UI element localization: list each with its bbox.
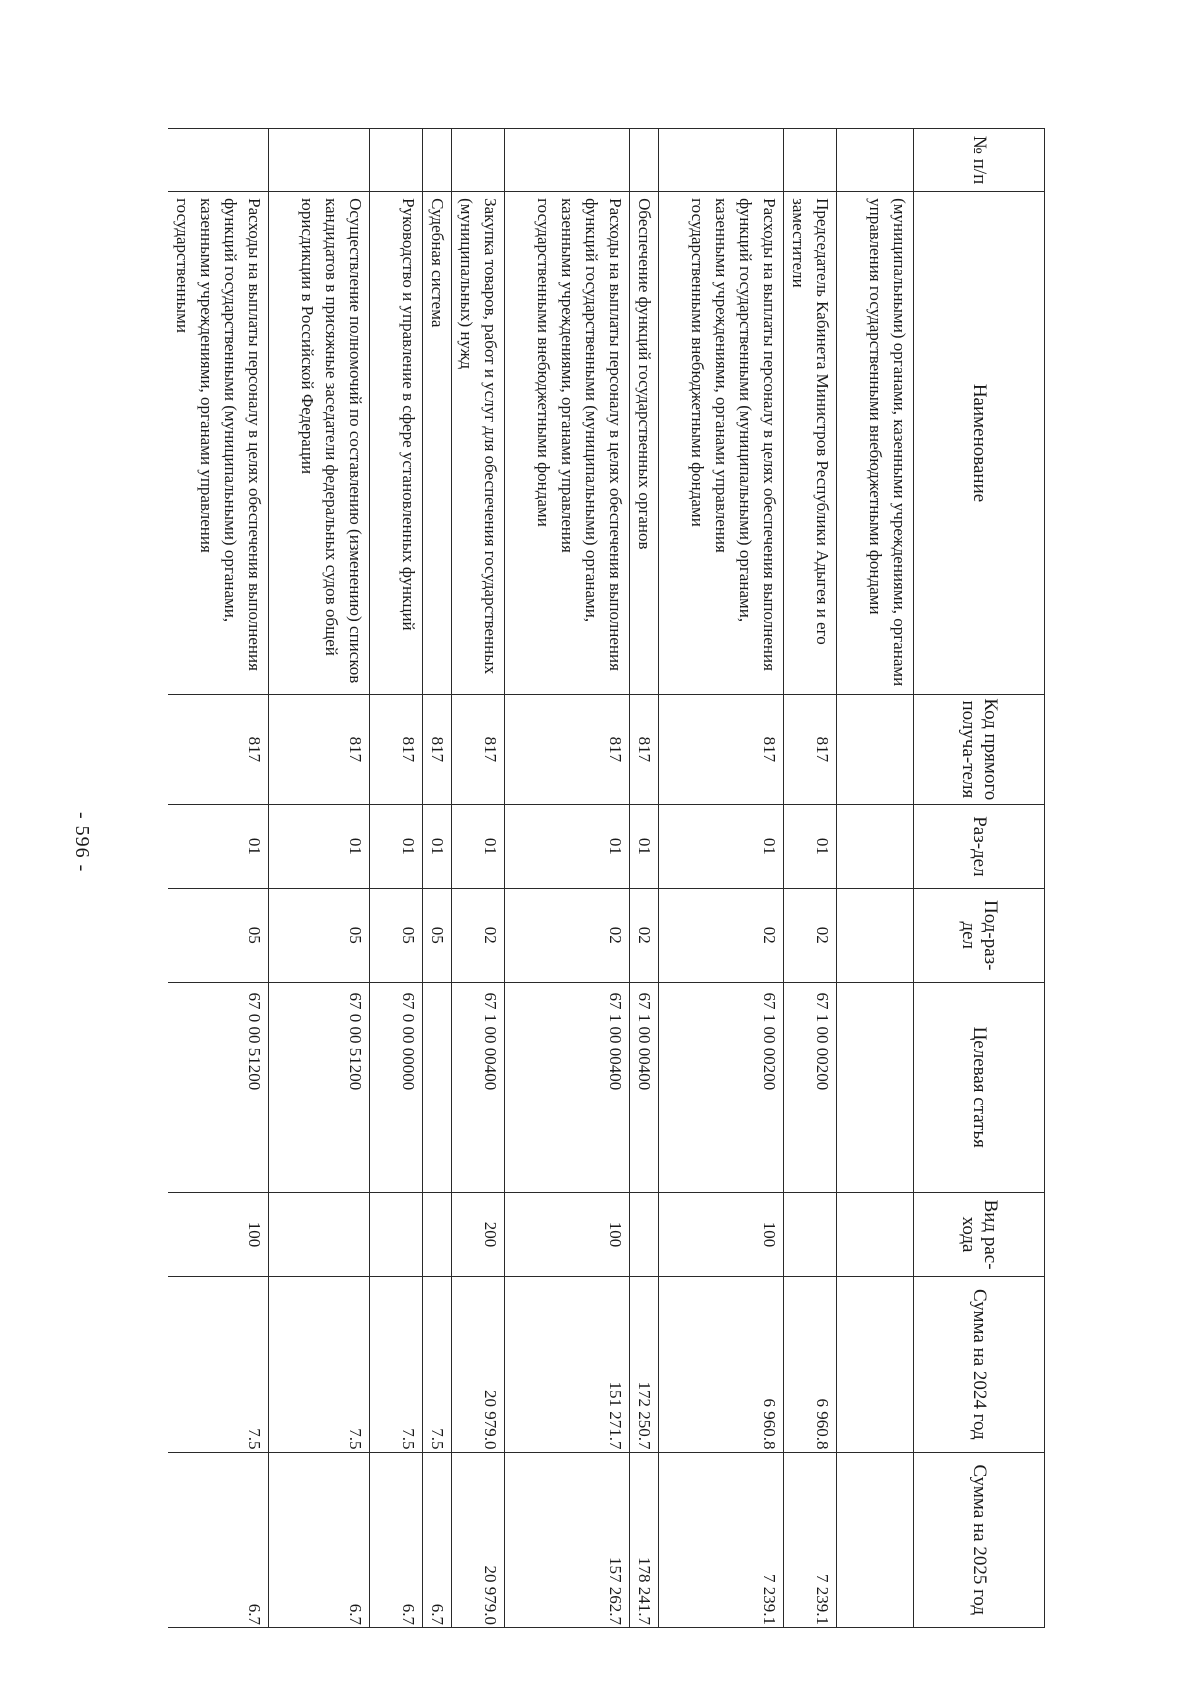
cell-subsection: 02 [505,888,630,982]
cell-name: Расходы на выплаты персоналу в целях обеспечения выполнения функций государственными (муниципальными) органами, казенными учреждениями, органами управления государственными [168,192,269,695]
cell-no [837,129,914,192]
cell-subsection: 05 [269,888,370,982]
cell-subsection: 02 [630,888,659,982]
cell-sum-2025: 6.7 [168,1452,269,1627]
table-row [269,129,370,1628]
header-no: № п/п [914,129,1045,192]
header-sum-2025: Сумма на 2025 год [914,1452,1045,1627]
table-row [837,129,914,1628]
cell-no [168,129,269,192]
cell-expense [269,1192,370,1276]
cell-name: Осуществление полномочий по составлению (изменению) списков кандидатов в присяжные заседатели федеральных судов общей юрисдикции в Российской Федерации [269,192,370,695]
cell-recipient: 817 [659,694,784,804]
cell-no [423,129,452,192]
cell-target: 67 1 00 00400 [452,982,505,1192]
cell-subsection: 02 [452,888,505,982]
cell-sum-2025: 6.7 [269,1452,370,1627]
header-name: Наименование [914,192,1045,695]
table-row [423,129,452,1628]
budget-table [168,128,1045,1628]
table-row [452,129,505,1628]
cell-sum-2024: 7.5 [370,1277,423,1452]
cell-no [505,129,630,192]
cell-no [370,129,423,192]
cell-name: Обеспечение функций государственных органов [630,192,659,695]
cell-sum-2024: 6 960.8 [784,1277,837,1452]
cell-recipient: 817 [269,694,370,804]
cell-sum-2024 [837,1277,914,1452]
cell-recipient: 817 [452,694,505,804]
header-subsection: Под-раз-дел [914,888,1045,982]
cell-sum-2024: 7.5 [269,1277,370,1452]
cell-section: 01 [269,804,370,888]
cell-name: Председатель Кабинета Министров Республики Адыгея и его заместители [784,192,837,695]
cell-section: 01 [452,804,505,888]
cell-sum-2025: 7 239.1 [659,1452,784,1627]
rotated-table-wrapper [135,128,1045,1628]
cell-name: Судебная система [423,192,452,695]
cell-subsection: 05 [168,888,269,982]
header-expense-type: Вид рас-хода [914,1192,1045,1276]
cell-subsection: 05 [423,888,452,982]
cell-section: 01 [370,804,423,888]
cell-section [837,804,914,888]
cell-section: 01 [423,804,452,888]
cell-expense: 200 [452,1192,505,1276]
header-section: Раз-дел [914,804,1045,888]
cell-subsection: 02 [784,888,837,982]
cell-no [452,129,505,192]
cell-recipient: 817 [423,694,452,804]
cell-sum-2024: 20 979.0 [452,1277,505,1452]
cell-expense: 100 [168,1192,269,1276]
cell-subsection: 02 [659,888,784,982]
cell-no [269,129,370,192]
cell-target: 67 1 00 00200 [784,982,837,1192]
cell-sum-2024: 172 250.7 [630,1277,659,1452]
page-number: - 596 - [71,812,93,873]
cell-expense [784,1192,837,1276]
cell-target: 67 0 00 51200 [269,982,370,1192]
cell-expense: 100 [505,1192,630,1276]
cell-section: 01 [784,804,837,888]
cell-expense: 100 [659,1192,784,1276]
cell-expense [423,1192,452,1276]
cell-recipient: 817 [630,694,659,804]
cell-recipient [837,694,914,804]
header-sum-2024: Сумма на 2024 год [914,1277,1045,1452]
cell-expense [630,1192,659,1276]
cell-sum-2025: 6.7 [423,1452,452,1627]
table-row [168,129,269,1628]
cell-name: Руководство и управление в сфере установленных функций [370,192,423,695]
table-row [505,129,630,1628]
table-header-row [914,129,1045,1628]
cell-sum-2025: 6.7 [370,1452,423,1627]
cell-sum-2025: 7 239.1 [784,1452,837,1627]
table-row [370,129,423,1628]
cell-recipient: 817 [784,694,837,804]
cell-sum-2025: 157 262.7 [505,1452,630,1627]
cell-name: Расходы на выплаты персоналу в целях обеспечения выполнения функций государственными (муниципальными) органами, казенными учреждениями, органами управления государственными внебюджетными фондами [505,192,630,695]
cell-sum-2024: 151 271.7 [505,1277,630,1452]
cell-target: 67 0 00 00000 [370,982,423,1192]
cell-section: 01 [630,804,659,888]
cell-sum-2024: 6 960.8 [659,1277,784,1452]
cell-no [630,129,659,192]
header-recipient-code: Код прямого получа-теля [914,694,1045,804]
cell-section: 01 [505,804,630,888]
table-row [659,129,784,1628]
cell-recipient: 817 [505,694,630,804]
cell-target: 67 1 00 00200 [659,982,784,1192]
cell-name: (муниципальными) органами, казенными учреждениями, органами управления государственными внебюджетными фондами [837,192,914,695]
table-row [784,129,837,1628]
cell-recipient: 817 [168,694,269,804]
cell-target: 67 0 00 51200 [168,982,269,1192]
cell-no [659,129,784,192]
cell-sum-2025: 178 241.7 [630,1452,659,1627]
cell-target [837,982,914,1192]
cell-subsection [837,888,914,982]
cell-sum-2025: 20 979.0 [452,1452,505,1627]
cell-target: 67 1 00 00400 [630,982,659,1192]
cell-expense [837,1192,914,1276]
cell-no [784,129,837,192]
cell-sum-2024: 7.5 [168,1277,269,1452]
cell-subsection: 05 [370,888,423,982]
cell-target: 67 1 00 00400 [505,982,630,1192]
cell-name: Закупка товаров, работ и услуг для обеспечения государственных (муниципальных) нужд [452,192,505,695]
cell-recipient: 817 [370,694,423,804]
cell-expense [370,1192,423,1276]
cell-target [423,982,452,1192]
cell-section: 01 [659,804,784,888]
cell-sum-2025 [837,1452,914,1627]
cell-sum-2024: 7.5 [423,1277,452,1452]
cell-name: Расходы на выплаты персоналу в целях обеспечения выполнения функций государственными (муниципальными) органами, казенными учреждениями, органами управления государственными внебюджетными фондами [659,192,784,695]
table-row [630,129,659,1628]
cell-section: 01 [168,804,269,888]
header-target-item: Целевая статья [914,982,1045,1192]
